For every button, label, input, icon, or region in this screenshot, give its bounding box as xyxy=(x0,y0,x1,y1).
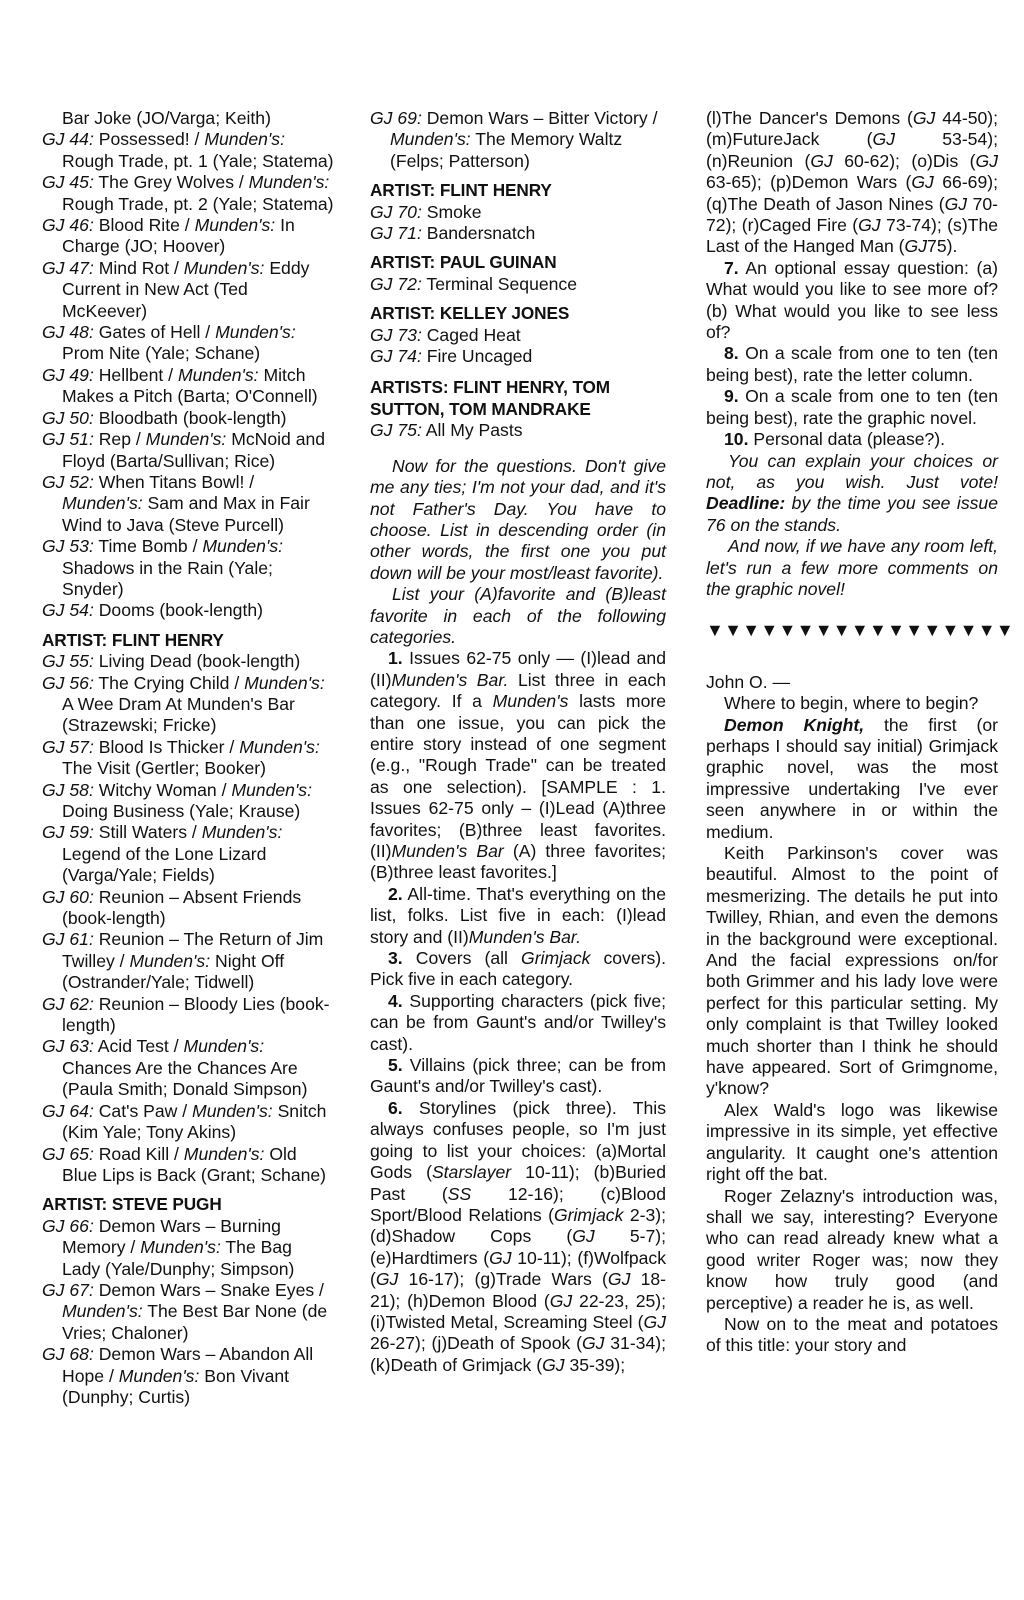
triangle-divider: ▼▼▼▼▼▼▼▼▼▼▼▼▼▼▼▼▼ xyxy=(706,620,1014,641)
issue-entry: GJ 62: Reunion – Bloody Lies (book-length) xyxy=(42,993,330,1036)
issue-list-d xyxy=(370,325,666,368)
letter-paragraph: Roger Zelazny's introduction was, shall we say, interesting? Everyone who can read already knew what a good writer Roger was; now they know how truly good (and perceptive) a reader he is, as well. xyxy=(706,1185,998,1313)
artist-heading: ARTIST: STEVE PUGH xyxy=(42,1194,222,1215)
voting-instructions: You can explain your choices or not, as you wish. Just vote! Deadline: by the time you see issue 76 on the stands. xyxy=(706,450,998,535)
issue-entry: GJ 51: Rep / Munden's: McNoid and Floyd (Barta/Sullivan; Rice) xyxy=(42,429,326,471)
letter-paragraph: Demon Knight, the first (or perhaps I should say initial) Grimjack graphic novel, was the most impressive undertaking I've ever seen anywhere in or within the medium. xyxy=(706,714,999,842)
artist-heading: ARTIST: FLINT HENRY xyxy=(370,180,552,201)
issue-entry: GJ 64: Cat's Paw / Munden's: Snitch (Kim Yale; Tony Akins) xyxy=(42,1100,327,1143)
column-3 xyxy=(706,108,1014,1357)
issue-entry: GJ 53: Time Bomb / Munden's: Shadows in the Rain (Yale; Snyder) xyxy=(42,536,283,599)
question-5: 5. Villains (pick three; can be from Gaunt's and/or Twilley's cast). xyxy=(370,1055,666,1097)
issue-entry: GJ 47: Mind Rot / Munden's: Eddy Current in New Act (Ted McKeever) xyxy=(42,257,310,321)
issue-entry: GJ 59: Still Waters / Munden's: Legend of the Lone Lizard (Varga/Yale; Fields) xyxy=(42,822,283,886)
artist-heading: ARTISTS: FLINT HENRY, TOM SUTTON, TOM MANDRAKE xyxy=(370,377,611,419)
issue-entry: GJ 44: Possessed! / Munden's: Rough Trade, pt. 1 (Yale; Statema) xyxy=(42,129,334,171)
artist-heading: ARTIST: FLINT HENRY xyxy=(42,629,224,650)
letter-paragraph: Now on to the meat and potatoes of this title: your story and xyxy=(706,1313,998,1356)
question-8: 8. On a scale from one to ten (ten being best), rate the letter column. xyxy=(706,343,998,385)
question-7: 7. An optional essay question: (a) What would you like to see more of? (b) What would you like to see less of? xyxy=(706,257,998,343)
issue-list-c xyxy=(370,274,666,295)
issue-entry: GJ 61: Reunion – The Return of Jim Twilley / Munden's: Night Off (Ostrander/Yale; Tidwell) xyxy=(42,929,324,993)
issue-entry: GJ 49: Hellbent / Munden's: Mitch Makes a Pitch (Barta; O'Connell) xyxy=(42,364,318,407)
question-9: 9. On a scale from one to ten (ten being best), rate the graphic novel. xyxy=(706,386,998,428)
question-10: 10. Personal data (please?). xyxy=(724,429,946,450)
issue-list-c xyxy=(42,1216,334,1409)
letter-salutation: John O. — xyxy=(706,671,791,692)
issue-entry: GJ 71: Bandersnatch xyxy=(370,223,536,244)
issue-entry: Bar Joke (JO/Varga; Keith) xyxy=(62,108,271,128)
issue-entry: GJ 66: Demon Wars – Burning Memory / Munden's: The Bag Lady (Yale/Dunphy; Simpson) xyxy=(42,1215,295,1279)
closing-note: And now, if we have any room left, let's run a few more comments on the graphic novel! xyxy=(706,536,998,599)
column-1 xyxy=(42,108,334,1408)
issue-list-b xyxy=(42,651,334,1186)
issue-entry: GJ 60: Reunion – Absent Friends (book-length) xyxy=(42,886,302,929)
issue-entry: GJ 48: Gates of Hell / Munden's: Prom Nite (Yale; Schane) xyxy=(42,322,296,364)
issue-entry: GJ 74: Fire Uncaged xyxy=(370,346,533,367)
issue-entry: GJ 54: Dooms (book-length) xyxy=(42,600,263,621)
issue-entry: GJ 70: Smoke xyxy=(370,201,482,222)
question-6: 6. Storylines (pick three). This always confuses people, so I'm just going to list your choices: (a)Mortal Gods (Starslayer 10-11); (b)Buried Past (SS 12-16); (c)Blood Sport/Blood Relations (Grimjack 2-3); (d)Shadow Cops (GJ 5-7); (e)Hardtimers (GJ 10-11); (f)Wolfpack (GJ 16-17); (g)Trade Wars (GJ 18-21); (h)Demon Blood (GJ 22-23, 25); (i)Twisted Metal, Screaming Steel (GJ 26-27); (j)Death of Spook (GJ 31-34); (k)Death of Grimjack (GJ 35-39); xyxy=(370,1097,667,1375)
storyline-list-continued: (l)The Dancer's Demons (GJ 44-50); (m)FutureJack (GJ 53-54); (n)Reunion (GJ 60-62); (o)Dis (GJ 63-65); (p)Demon Wars (GJ 66-69); (q)The Death of Jason Nines (GJ 70-72); (r)Caged Fire (GJ 73-74); (s)The Last of the Hanged Man (GJ75). xyxy=(706,108,999,257)
issue-entry: GJ 75: All My Pasts xyxy=(370,420,523,441)
issue-entry: GJ 56: The Crying Child / Munden's: A Wee Dram At Munden's Bar (Strazewski; Fricke) xyxy=(42,672,325,736)
question-3: 3. Covers (all Grimjack covers). Pick five in each category. xyxy=(370,948,667,990)
issue-entry: GJ 45: The Grey Wolves / Munden's: Rough Trade, pt. 2 (Yale; Statema) xyxy=(42,172,334,214)
issue-list-e xyxy=(370,420,666,441)
issue-entry: GJ 58: Witchy Woman / Munden's: Doing Business (Yale; Krause) xyxy=(42,779,312,821)
artist-heading: ARTIST: PAUL GUINAN xyxy=(370,252,557,273)
issue-entry: GJ 68: Demon Wars – Abandon All Hope / Munden's: Bon Vivant (Dunphy; Curtis) xyxy=(42,1344,314,1407)
question-2: 2. All-time. That's everything on the list, folks. List five in each: (I)lead story and (II)Munden's Bar. xyxy=(370,883,666,947)
issue-entry: GJ 52: When Titans Bowl! / Munden's: Sam and Max in Fair Wind to Java (Steve Purcell) xyxy=(42,471,310,535)
issue-entry: GJ 65: Road Kill / Munden's: Old Blue Lips is Back (Grant; Schane) xyxy=(42,1143,327,1185)
issue-entry: GJ 63: Acid Test / Munden's: Chances Are the Chances Are (Paula Smith; Donald Simpson) xyxy=(42,1036,308,1100)
letter-paragraph: Keith Parkinson's cover was beautiful. Almost to the point of mesmerizing. The details he put into Twilley, Rhian, and even the demons in the background were exceptional. And the facial expressions on/for both Grimmer and his lady love were perfect for this particular setting. My only complaint is that Twilley looked much shorter than I think he should have appeared. Sort of Grimgnome, y'know? xyxy=(706,843,998,1099)
issue-entry: GJ 73: Caged Heat xyxy=(370,324,521,345)
letter-paragraph: Alex Wald's logo was likewise impressive in its simple, yet effective angularity. It caught one's attention right off the bat. xyxy=(706,1099,998,1185)
question-1: 1. Issues 62-75 only — (I)lead and (II)Munden's Bar. List three in each category. If a Munden's lasts more than one issue, you can pick the entire story instead of one segment (e.g., "Rough Trade" can be treated as one selection). [SAMPLE : 1. Issues 62-75 only – (I)Lead (A)three favorites; (B)three least favorites. (II)Munden's Bar (A) three favorites; (B)three least favorites.] xyxy=(370,648,666,883)
issue-list-b xyxy=(370,202,666,245)
issue-list-a xyxy=(42,108,334,622)
questions-intro: Now for the questions. Don't give me any ties; I'm not your dad, and it's not Father's Day. You have to choose. List in descending order (in other words, the first one you put down will be your most/least favorite). xyxy=(370,455,666,583)
questions-instructions: List your (A)favorite and (B)least favorite in each of the following categories. xyxy=(370,584,666,647)
issue-entry: GJ 72: Terminal Sequence xyxy=(370,273,578,294)
issue-entry: GJ 50: Bloodbath (book-length) xyxy=(42,407,287,428)
issue-entry: GJ 67: Demon Wars – Snake Eyes / Munden's: The Best Bar None (de Vries; Chaloner) xyxy=(42,1279,328,1343)
letter-paragraph: Where to begin, where to begin? xyxy=(724,693,979,714)
issue-entry: GJ 46: Blood Rite / Munden's: In Charge (JO; Hoover) xyxy=(42,215,295,257)
question-4: 4. Supporting characters (pick five; can be from Gaunt's and/or Twilley's cast). xyxy=(370,990,667,1054)
issue-entry: GJ 69: Demon Wars – Bitter Victory / Munden's: The Memory Waltz (Felps; Patterson) xyxy=(370,108,658,171)
artist-heading: ARTIST: KELLEY JONES xyxy=(370,303,570,324)
issue-entry: GJ 55: Living Dead (book-length) xyxy=(42,651,301,672)
issue-entry: GJ 57: Blood Is Thicker / Munden's: The Visit (Gertler; Booker) xyxy=(42,736,320,779)
issue-list-a xyxy=(370,108,666,172)
column-2 xyxy=(370,108,666,1376)
